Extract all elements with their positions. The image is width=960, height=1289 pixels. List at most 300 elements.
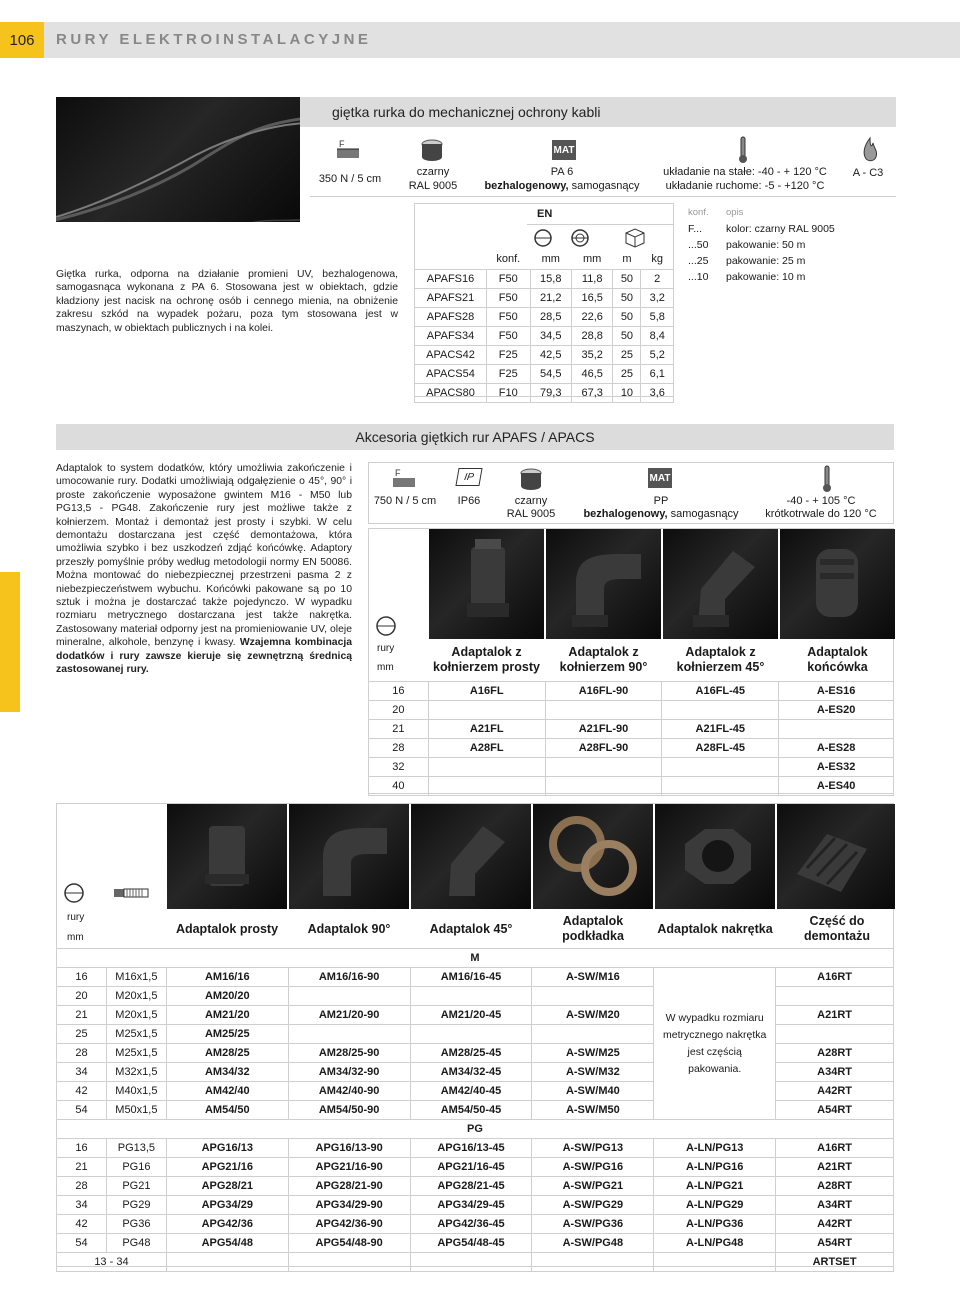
cell: A-SW/M16 xyxy=(532,968,654,987)
spec-temp-line1: -40 - + 105 °C xyxy=(786,495,856,507)
pipe-label: rury xyxy=(377,643,395,654)
legend-code: ...25 xyxy=(688,255,709,267)
cell: 21,2 xyxy=(530,288,571,307)
cell: A-SW/PG16 xyxy=(532,1158,654,1177)
spec-material-line1: PA 6 xyxy=(550,166,574,179)
cell: 5,8 xyxy=(641,307,674,326)
header-line: końcówka xyxy=(807,660,868,674)
cell: 50 xyxy=(613,288,641,307)
legend-desc: kolor: czarny RAL 9005 xyxy=(726,223,835,235)
artset-row xyxy=(57,1253,894,1272)
product-description: Giętka rurka, odporna na działanie promieni UV, bezhalogenowa, samogasnąca wykonana z PA 6. Stosowana jest w obiektach, gdzie kładziony jest nacisk na ochronę osób i cennego mienia, na obniżenie zakresu szkód na wypadek pożaru, poza tym stosowana jest w maszynach, w obiektach publicznych i na kolei. xyxy=(56,269,398,334)
cell: A-LN/PG16 xyxy=(654,1158,776,1177)
section-row-m xyxy=(57,949,894,968)
diameter: 28 xyxy=(57,1177,107,1196)
cell: 42,5 xyxy=(530,345,571,364)
accessories-description xyxy=(56,462,352,677)
table-row xyxy=(369,758,894,777)
cell xyxy=(662,701,779,720)
thread: PG13,5 xyxy=(106,1139,166,1158)
diameter: 32 xyxy=(369,758,429,777)
spec-temperature xyxy=(751,495,891,521)
cell: 10 xyxy=(613,383,641,402)
part-number: APACS42 xyxy=(415,345,487,364)
adapter-flange-grid xyxy=(368,681,894,796)
cell: A42RT xyxy=(776,1082,894,1101)
cell: A-SW/PG21 xyxy=(532,1177,654,1196)
header-line: kołnierzem 90° xyxy=(559,660,648,674)
header-adapter-nut: Adaptalok nakrętka xyxy=(657,922,773,936)
cell: AM54/50 xyxy=(166,1101,288,1120)
spec-color-line2: RAL 9005 xyxy=(408,180,458,192)
header-line: Adaptalok xyxy=(807,645,868,659)
cell: A54RT xyxy=(776,1234,894,1253)
cell: 22,6 xyxy=(571,307,612,326)
cell: A28RT xyxy=(776,1044,894,1063)
cell: A-SW/M40 xyxy=(532,1082,654,1101)
tube-photo xyxy=(56,97,300,222)
cell: AM54/50-90 xyxy=(288,1101,410,1120)
legend-desc: pakowanie: 25 m xyxy=(726,255,806,267)
thermometer-icon xyxy=(738,136,748,164)
spec-divider xyxy=(310,196,896,197)
spec-color xyxy=(493,495,569,521)
cell: A34RT xyxy=(776,1063,894,1082)
spec-color xyxy=(392,166,474,194)
cell: AM25/25 xyxy=(166,1025,288,1044)
cell: APG54/48-45 xyxy=(410,1234,532,1253)
cell: AM21/20 xyxy=(166,1006,288,1025)
product-data-grid xyxy=(414,250,674,403)
cell xyxy=(779,720,894,739)
legend-row xyxy=(688,237,838,253)
cell xyxy=(428,777,545,796)
table-row xyxy=(369,777,894,796)
cell: AM28/25 xyxy=(166,1044,288,1063)
pipe-diameter-icon xyxy=(63,882,85,904)
outer-diameter-icon xyxy=(533,228,553,248)
cell: 50 xyxy=(613,326,641,345)
header-line: kołnierzem prosty xyxy=(433,660,540,674)
spec-ip: IP66 xyxy=(457,495,481,507)
adapter-90-photo xyxy=(289,804,409,909)
header-adapter-straight: Adaptalok prosty xyxy=(175,922,279,936)
accessories-title-band: Akcesoria giętkich rur APAFS / APACS xyxy=(56,424,894,450)
cell xyxy=(662,777,779,796)
spec-temperature xyxy=(650,166,840,194)
cell: A16FL-90 xyxy=(545,682,662,701)
diameter: 21 xyxy=(57,1158,107,1177)
cell: 28,8 xyxy=(571,326,612,345)
thread: PG36 xyxy=(106,1215,166,1234)
legend-desc: pakowanie: 10 m xyxy=(726,271,806,283)
spec-temp-line2: układanie ruchome: -5 - +120 °C xyxy=(665,180,825,192)
pipe-diameter-icon xyxy=(375,615,397,637)
cell: A-ES32 xyxy=(779,758,894,777)
cell xyxy=(776,987,894,1006)
legend-code: ...10 xyxy=(688,271,709,283)
cell: APG42/36-90 xyxy=(288,1215,410,1234)
material-icon: MAT xyxy=(552,140,576,160)
cell: AM34/32-90 xyxy=(288,1063,410,1082)
cell: A-SW/M32 xyxy=(532,1063,654,1082)
diameter: 34 xyxy=(57,1063,107,1082)
en-label: EN xyxy=(537,208,553,220)
legend-code: F... xyxy=(688,223,703,235)
table-row xyxy=(57,1139,894,1158)
cell: AM21/20-90 xyxy=(288,1006,410,1025)
cell: A-SW/PG48 xyxy=(532,1234,654,1253)
header-line: kołnierzem 45° xyxy=(676,660,765,674)
cell: 16,5 xyxy=(571,288,612,307)
cell: APG34/29-45 xyxy=(410,1196,532,1215)
cell xyxy=(545,777,662,796)
diameter: 16 xyxy=(369,682,429,701)
header-line: Adaptalok z xyxy=(568,645,639,659)
accessories-text-bold: Wzajemna kombinacja dodatków i rury zawsze kieruje się zewnętrzną średnicą zastosowanej rury. xyxy=(56,637,353,676)
header-adapter-45: Adaptalok 45° xyxy=(429,922,513,936)
svg-text:F: F xyxy=(339,139,345,149)
color-icon xyxy=(519,467,543,491)
header-removal-part: Część do demontażu xyxy=(804,914,870,943)
cell: A-LN/PG29 xyxy=(654,1196,776,1215)
spec-temp-line1: układanie na stałe: -40 - + 120 °C xyxy=(663,166,827,179)
adapter-45-flange-photo xyxy=(663,529,778,639)
cell: A-LN/PG48 xyxy=(654,1234,776,1253)
part-number: APACS80 xyxy=(415,383,487,402)
cell: F50 xyxy=(487,326,531,345)
nut-note-cell xyxy=(654,968,776,1120)
cell: A-SW/M25 xyxy=(532,1044,654,1063)
cell: A21RT xyxy=(776,1006,894,1025)
diameter: 42 xyxy=(57,1082,107,1101)
cell xyxy=(410,1025,532,1044)
spec-material-rest: samogasnący xyxy=(568,180,640,192)
spec-material-bold: bezhalogenowy, xyxy=(583,508,668,520)
cell xyxy=(428,701,545,720)
cell: AM21/20-45 xyxy=(410,1006,532,1025)
cell xyxy=(532,1025,654,1044)
cell: APG21/16-45 xyxy=(410,1158,532,1177)
cell xyxy=(428,758,545,777)
spec-material-bold: bezhalogenowy, xyxy=(484,180,569,192)
accessory-spec-box xyxy=(368,462,894,524)
legend-head-konf: konf. xyxy=(688,207,709,218)
cell: 2 xyxy=(641,269,674,288)
thread: M25x1,5 xyxy=(106,1025,166,1044)
part-number: APAFS34 xyxy=(415,326,487,345)
svg-text:F: F xyxy=(395,468,401,478)
diameter: 34 xyxy=(57,1196,107,1215)
cell: F10 xyxy=(487,383,531,402)
cell: AM54/50-45 xyxy=(410,1101,532,1120)
cell: A-ES40 xyxy=(779,777,894,796)
spec-material xyxy=(476,166,648,194)
part-number: APACS54 xyxy=(415,364,487,383)
cell: 28,5 xyxy=(530,307,571,326)
removal-part-photo xyxy=(777,804,895,909)
cell: A21RT xyxy=(776,1158,894,1177)
adapter-washer-photo xyxy=(533,804,653,909)
header-45-flange xyxy=(663,645,778,675)
cell: AM42/40-45 xyxy=(410,1082,532,1101)
adapter-end-cap-photo xyxy=(780,529,895,639)
cell: APG21/16 xyxy=(166,1158,288,1177)
cell: A21FL-90 xyxy=(545,720,662,739)
thread: PG16 xyxy=(106,1158,166,1177)
thread: M25x1,5 xyxy=(106,1044,166,1063)
cell: A28FL-45 xyxy=(662,739,779,758)
thread: PG21 xyxy=(106,1177,166,1196)
adapter-nut-photo xyxy=(655,804,775,909)
product-title-band: giętka rurka do mechanicznej ochrony kabli xyxy=(300,97,896,127)
spec-force xyxy=(310,166,390,194)
legend-code: ...50 xyxy=(688,239,709,251)
legend-desc: pakowanie: 50 m xyxy=(726,239,806,251)
cell: 3,6 xyxy=(641,383,674,402)
unit-m: m xyxy=(622,253,632,266)
thread-icon xyxy=(113,886,149,900)
table-row xyxy=(415,364,674,383)
cell: A-SW/M50 xyxy=(532,1101,654,1120)
corrugated-tube-image xyxy=(56,97,300,222)
cell: AM16/16-45 xyxy=(410,968,532,987)
legend-head-opis: opis xyxy=(726,207,744,218)
cell: AM16/16-90 xyxy=(288,968,410,987)
cell: APG16/13-45 xyxy=(410,1139,532,1158)
diameter: 25 xyxy=(57,1025,107,1044)
table-row xyxy=(415,345,674,364)
section-label: PG xyxy=(57,1120,894,1139)
cell: 5,2 xyxy=(641,345,674,364)
table-header-rule xyxy=(527,224,674,225)
cell: APG28/21-90 xyxy=(288,1177,410,1196)
cell: AM28/25-90 xyxy=(288,1044,410,1063)
cell: A16RT xyxy=(776,968,894,987)
thermometer-icon xyxy=(822,465,832,493)
spec-material-rest: samogasnący xyxy=(667,508,739,520)
cell: A21FL xyxy=(428,720,545,739)
product-table xyxy=(414,203,674,397)
table-row xyxy=(57,1177,894,1196)
header-line: Adaptalok z xyxy=(685,645,756,659)
spec-material-line2 xyxy=(573,508,749,521)
thread: M20x1,5 xyxy=(106,987,166,1006)
thread: M20x1,5 xyxy=(106,1006,166,1025)
unit-kg: kg xyxy=(651,253,664,266)
table-row xyxy=(415,326,674,345)
side-tab-marker xyxy=(0,572,20,712)
thread: M40x1,5 xyxy=(106,1082,166,1101)
header-straight-flange xyxy=(429,645,544,675)
diameter: 28 xyxy=(57,1044,107,1063)
adapter-90-flange-photo xyxy=(546,529,661,639)
thread: M50x1,5 xyxy=(106,1101,166,1120)
cell: 8,4 xyxy=(641,326,674,345)
mm-label: mm xyxy=(67,932,84,943)
cell xyxy=(410,987,532,1006)
diameter: 20 xyxy=(57,987,107,1006)
thread: M16x1,5 xyxy=(106,968,166,987)
cell: A28FL-90 xyxy=(545,739,662,758)
legend-row xyxy=(688,221,838,237)
cell: 35,2 xyxy=(571,345,612,364)
cell: A16RT xyxy=(776,1139,894,1158)
cell: AM34/32 xyxy=(166,1063,288,1082)
cell: A28RT xyxy=(776,1177,894,1196)
header-end-cap xyxy=(780,645,895,675)
cell: 46,5 xyxy=(571,364,612,383)
spec-material-line1: PP xyxy=(653,495,669,507)
table-row xyxy=(369,701,894,720)
table-row xyxy=(369,739,894,758)
cell: APG34/29-90 xyxy=(288,1196,410,1215)
cell xyxy=(288,987,410,1006)
table-row xyxy=(57,1234,894,1253)
cell: A-SW/PG36 xyxy=(532,1215,654,1234)
thread: M32x1,5 xyxy=(106,1063,166,1082)
diameter: 40 xyxy=(369,777,429,796)
cell: A-SW/PG29 xyxy=(532,1196,654,1215)
cell: A42RT xyxy=(776,1215,894,1234)
cell: A16FL-45 xyxy=(662,682,779,701)
cell: APG54/48-90 xyxy=(288,1234,410,1253)
material-icon: MAT xyxy=(648,468,672,488)
header-line: Adaptalok z xyxy=(451,645,522,659)
cell: 3,2 xyxy=(641,288,674,307)
cell: APG28/21 xyxy=(166,1177,288,1196)
cell: 79,3 xyxy=(530,383,571,402)
diameter-range: 13 - 34 xyxy=(57,1253,167,1272)
diameter: 54 xyxy=(57,1234,107,1253)
cell: A54RT xyxy=(776,1101,894,1120)
cell: F50 xyxy=(487,288,531,307)
cell: A-LN/PG36 xyxy=(654,1215,776,1234)
cell: APG54/48 xyxy=(166,1234,288,1253)
adapter-45-photo xyxy=(411,804,531,909)
cell: A-ES16 xyxy=(779,682,894,701)
cell: F50 xyxy=(487,307,531,326)
thread: PG29 xyxy=(106,1196,166,1215)
diameter: 21 xyxy=(57,1006,107,1025)
spec-color-line2: RAL 9005 xyxy=(506,508,556,520)
part-number: APAFS21 xyxy=(415,288,487,307)
legend-row xyxy=(688,253,838,269)
spec-color-line1: czarny xyxy=(416,166,450,179)
package-box-icon xyxy=(623,226,647,248)
cell: APG21/16-90 xyxy=(288,1158,410,1177)
cell: 50 xyxy=(613,307,641,326)
diameter: 21 xyxy=(369,720,429,739)
part-number: APAFS16 xyxy=(415,269,487,288)
cell: APG42/36-45 xyxy=(410,1215,532,1234)
table-row xyxy=(57,968,894,987)
cell: 67,3 xyxy=(571,383,612,402)
cell: A16FL xyxy=(428,682,545,701)
diameter: 16 xyxy=(57,968,107,987)
unit-konf: konf. xyxy=(496,253,521,266)
cell: 34,5 xyxy=(530,326,571,345)
diameter: 28 xyxy=(369,739,429,758)
adapter-straight-photo xyxy=(167,804,287,909)
table-row xyxy=(57,1196,894,1215)
cell: 15,8 xyxy=(530,269,571,288)
cell: 54,5 xyxy=(530,364,571,383)
diameter: 54 xyxy=(57,1101,107,1120)
pipe-label: rury xyxy=(67,912,85,923)
table-row xyxy=(57,1158,894,1177)
page-title: RURY ELEKTROINSTALACYJNE xyxy=(56,31,372,48)
color-icon xyxy=(420,138,444,162)
thread: PG48 xyxy=(106,1234,166,1253)
cell: A21FL-45 xyxy=(662,720,779,739)
cell xyxy=(545,758,662,777)
spec-temp-line2: krótkotrwale do 120 °C xyxy=(765,508,877,520)
table-row xyxy=(415,307,674,326)
legend-head xyxy=(688,205,838,221)
cell: F25 xyxy=(487,345,531,364)
ip-icon: IP xyxy=(455,468,482,486)
spec-material xyxy=(573,495,749,521)
unit-mm-outer: mm xyxy=(541,253,560,266)
accessories-text: Adaptalok to system dodatków, który umożliwia zakończenie i umocowanie rury. Dodatki umożliwiają odgałęzienie o 45°, 90° i proste zakończenie wyposażone gwintem M16 - M50 lub PG13,5 - PG48. Zakończenie rury jest możliwe także z kołnierzem. Montaż i demontaż jest prosty i szybki. W celu demontażu dostarczana jest część demontażowa, która umożliwia szybko i bez uszkodzeń zdjąć końcówkę. Adaptory przeszły pomyślnie próby według metodologii normy EN 50086. Można montować do niebezpiecznej przestrzeni pasma 2 z niebezpieczeństwem wybuchu. Końcówki pakowane są po 10 sztuk i można je dostarczać także pojedynczo. W wypadku rozmiaru metrycznego dostarczana jest także nakrętka. Zastosowany materiał odporny jest na promieniowanie UV, oleje mineralne, alkohole, benzynę i kwasy. xyxy=(56,463,352,649)
cell: APG34/29 xyxy=(166,1196,288,1215)
cell xyxy=(545,701,662,720)
spec-material-line2 xyxy=(484,180,639,194)
header-adapter-washer: Adaptalok podkładka xyxy=(562,914,624,943)
spec-force: 750 N / 5 cm xyxy=(373,495,437,507)
spec-fire-class xyxy=(842,166,894,182)
diameter: 42 xyxy=(57,1215,107,1234)
unit-mm-inner: mm xyxy=(583,253,602,266)
flame-icon xyxy=(860,136,880,164)
units-row xyxy=(415,250,674,269)
legend-row xyxy=(688,269,838,285)
cell: A-LN/PG13 xyxy=(654,1139,776,1158)
legend xyxy=(688,205,838,285)
inner-diameter-icon xyxy=(570,228,590,248)
cell: F50 xyxy=(487,269,531,288)
cell: A-ES28 xyxy=(779,739,894,758)
page-number: 106 xyxy=(0,22,44,58)
spec-fire-text: A - C3 xyxy=(852,167,884,180)
section-label: M xyxy=(57,949,894,968)
section-row-pg xyxy=(57,1120,894,1139)
spec-color-line1: czarny xyxy=(514,495,548,507)
cell: 50 xyxy=(613,269,641,288)
table-row xyxy=(369,720,894,739)
diameter: 20 xyxy=(369,701,429,720)
adapter-thread-grid xyxy=(56,948,894,1272)
table-row xyxy=(415,383,674,402)
part-number: APAFS28 xyxy=(415,307,487,326)
cell: APG16/13-90 xyxy=(288,1139,410,1158)
mm-label: mm xyxy=(377,662,394,673)
cell xyxy=(776,1025,894,1044)
accessory-table-1 xyxy=(368,528,894,794)
cell: A-SW/M20 xyxy=(532,1006,654,1025)
cell: A-LN/PG21 xyxy=(654,1177,776,1196)
cell: A34RT xyxy=(776,1196,894,1215)
artset-code: ARTSET xyxy=(776,1253,894,1272)
adapter-straight-flange-photo xyxy=(429,529,544,639)
cell: AM42/40-90 xyxy=(288,1082,410,1101)
cell xyxy=(288,1025,410,1044)
header-90-flange xyxy=(546,645,661,675)
cell: 11,8 xyxy=(571,269,612,288)
table-row xyxy=(369,682,894,701)
force-icon xyxy=(391,467,417,491)
